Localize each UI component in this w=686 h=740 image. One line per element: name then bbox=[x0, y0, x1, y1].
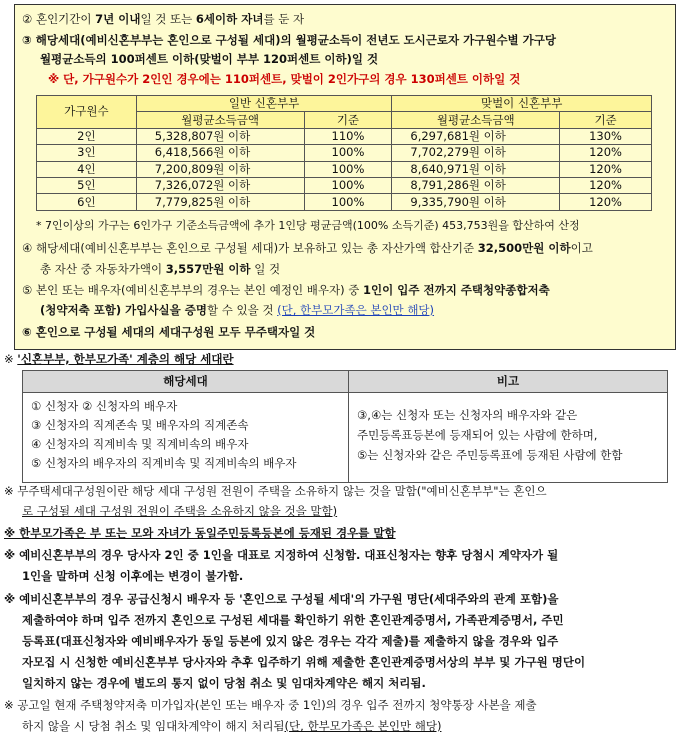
condition-bold: 1인이 입주 전까지 주택청약종합저축 bbox=[363, 283, 550, 297]
table-row bbox=[37, 177, 652, 193]
cell-gen-pct: 100% bbox=[304, 145, 392, 161]
condition-text: 본인 또는 배우자(예비신혼부부의 경우는 본인 예정인 배우자) 중 bbox=[35, 283, 364, 297]
section-family-title bbox=[4, 352, 234, 367]
list-item: ⑤ 신청자의 배우자의 직계비속 및 직계비속의 배우자 bbox=[31, 456, 297, 470]
table-row bbox=[37, 161, 652, 177]
note-prenuptial-line1: ※ 예비신혼부부의 경우 공급신청시 배우자 등 '혼인으로 구성될 세대'의 가구원 명단(세대주와의 관계 포함)을 bbox=[4, 592, 559, 606]
remark-text bbox=[349, 393, 668, 483]
condition-number: ⑤ bbox=[22, 283, 33, 297]
condition-text: 총 자산 중 자동차가액이 bbox=[40, 262, 166, 276]
cell-dual-amount: 6,297,681원 이하 bbox=[392, 128, 560, 144]
cell-dual-amount: 8,640,971원 이하 bbox=[392, 161, 560, 177]
note-representative-line2: 1인을 말하며 신청 이후에는 변경이 불가함. bbox=[22, 569, 244, 583]
family-table bbox=[22, 370, 668, 483]
cell-gen-amount: 7,200,809원 이하 bbox=[136, 161, 304, 177]
note-prenuptial-line3: 등록표(대표신청자와 예비배우자가 동일 등본에 있지 않은 경우는 각각 제출)를 제출하지 않을 경우와 입주 bbox=[22, 634, 559, 648]
condition-5-line1 bbox=[22, 283, 550, 298]
note-prenuptial-line2: 제출하여야 하며 입주 전까지 혼인으로 구성된 세대를 확인하기 위한 혼인관계증명서, 가족관계증명서, 주민 bbox=[22, 613, 564, 627]
header-dual: 맞벌이 신혼부부 bbox=[392, 96, 652, 112]
condition-text: 를 둔 자 bbox=[263, 12, 305, 26]
condition-4-line1 bbox=[22, 241, 593, 256]
cell-dual-pct: 120% bbox=[560, 177, 652, 193]
list-item: ④ 신청자의 직계비속 및 직계비속의 배우자 bbox=[31, 437, 249, 451]
household-list bbox=[23, 393, 349, 483]
cell-gen-pct: 110% bbox=[304, 128, 392, 144]
condition-6 bbox=[22, 325, 315, 340]
header-household: 가구원수 bbox=[37, 96, 137, 129]
cell-dual-pct: 120% bbox=[560, 194, 652, 210]
cell-gen-amount: 7,326,072원 이하 bbox=[136, 177, 304, 193]
cell-dual-pct: 120% bbox=[560, 145, 652, 161]
condition-bold: 6세이하 자녀 bbox=[195, 12, 264, 26]
cell-dual-amount: 7,702,279원 이하 bbox=[392, 145, 560, 161]
cell-size: 5인 bbox=[37, 177, 137, 193]
note-representative-line1: ※ 예비신혼부부의 경우 당사자 2인 중 1인을 대표로 지정하여 신청함. 대표신청자는 향후 당첨시 계약자가 될 bbox=[4, 548, 559, 562]
note-savings-line1: ※ 공고일 현재 주택청약저축 미가입자(본인 또는 배우자 중 1인)의 경우 입주 전까지 청약통장 사본을 제출 bbox=[4, 698, 537, 712]
condition-3-line1 bbox=[22, 33, 556, 48]
condition-text: 해당세대(예비신혼부부는 혼인으로 구성될 세대)의 월평균소득이 전년도 도시근로자 가구원수별 가구당 bbox=[35, 33, 556, 47]
note-savings-line2 bbox=[22, 719, 441, 734]
condition-number: ⑥ bbox=[22, 325, 32, 339]
section-title-text: '신혼부부, 한부모가족' 계층의 해당 세대란 bbox=[17, 352, 234, 366]
cell-size: 4인 bbox=[37, 161, 137, 177]
condition-bold: 32,500만원 이하 bbox=[477, 241, 571, 255]
header-remark: 비고 bbox=[349, 371, 668, 393]
header-household: 해당세대 bbox=[23, 371, 349, 393]
condition-text: 이고 bbox=[570, 241, 593, 255]
condition-number: ③ bbox=[22, 33, 32, 47]
list-item: 주민등록표등본에 등재되어 있는 사람에 한하며, bbox=[357, 427, 598, 442]
list-item: ⑤는 신청자와 같은 주민등록표에 등재된 사람에 한함 bbox=[357, 447, 623, 462]
note-no-home-line2: 로 구성될 세대 구성원 전원이 주택을 소유하지 않을 것을 말함) bbox=[22, 504, 338, 518]
table-row bbox=[37, 128, 652, 144]
note-single-parent bbox=[4, 526, 396, 541]
note-7-person: * 7인이상의 가구는 6인가구 기준소득금액에 추가 1인당 평균금액(100% 소득기준) 453,753원을 합산하여 산정 bbox=[36, 219, 580, 232]
note-mark: ※ bbox=[4, 352, 18, 366]
income-table bbox=[36, 95, 652, 211]
list-item: ① 신청자 ② 신청자의 배우자 bbox=[31, 399, 178, 413]
header-general: 일반 신혼부부 bbox=[136, 96, 392, 112]
condition-5-line2 bbox=[40, 303, 434, 318]
condition-4-line2 bbox=[40, 262, 280, 277]
cell-dual-amount: 9,335,790원 이하 bbox=[392, 194, 560, 210]
cell-size: 6인 bbox=[37, 194, 137, 210]
condition-text: 해당세대(예비신혼부부는 혼인으로 구성될 세대)가 보유하고 있는 총 자산가액 합산기준 bbox=[35, 241, 478, 255]
note-text: 하지 않을 시 당첨 취소 및 임대차계약이 해지 처리됨 bbox=[22, 719, 285, 733]
subheader-amount: 월평균소득금액 bbox=[392, 112, 560, 128]
cell-dual-amount: 8,791,286원 이하 bbox=[392, 177, 560, 193]
note-no-home-line1: ※ 무주택세대구성원이란 해당 세대 구성원 전원이 주택을 소유하지 않는 것을 말함("예비신혼부부"는 혼인으 bbox=[4, 484, 547, 498]
cell-dual-pct: 130% bbox=[560, 128, 652, 144]
condition-text: 일 것 bbox=[250, 262, 281, 276]
condition-3-line2: 월평균소득의 100퍼센트 이하(맞벌이 부부 120퍼센트 이하)일 것 bbox=[40, 52, 379, 66]
condition-bold: (청약저축 포함) 가입사실을 증명 bbox=[40, 303, 207, 317]
subheader-criteria: 기준 bbox=[304, 112, 392, 128]
condition-bold: 3,557만원 이하 bbox=[165, 262, 251, 276]
condition-text: 할 수 있을 것 bbox=[206, 303, 278, 317]
cell-gen-amount: 7,779,825원 이하 bbox=[136, 194, 304, 210]
cell-dual-pct: 120% bbox=[560, 161, 652, 177]
cell-gen-pct: 100% bbox=[304, 194, 392, 210]
condition-number: ② bbox=[22, 12, 33, 26]
note-text: 가구원수가 2인인 경우에는 110퍼센트, 맞벌이 2인가구의 경우 130퍼센트 이하일 것 bbox=[82, 72, 521, 86]
condition-3-note bbox=[48, 72, 520, 87]
note-prenuptial-line4: 자모집 시 신청한 예비신혼부부 당사자와 추후 입주하기 위해 제출한 혼인관계증명서상의 부부 및 가구원 명단이 bbox=[22, 655, 586, 669]
note-prenuptial-line5: 일치하지 않는 경우에 별도의 통지 없이 당첨 취소 및 임대차계약은 해지 처리됨. bbox=[22, 676, 426, 690]
cell-gen-amount: 6,418,566원 이하 bbox=[136, 145, 304, 161]
note-mark: ※ 단, bbox=[48, 72, 83, 86]
subheader-amount: 월평균소득금액 bbox=[136, 112, 304, 128]
note-underline: (단, 한부모가족은 본인만 해당) bbox=[284, 719, 442, 733]
list-item: ③ 신청자의 직계존속 및 배우자의 직계존속 bbox=[31, 418, 249, 432]
condition-bold: 7년 이내 bbox=[95, 12, 141, 26]
cell-size: 2인 bbox=[37, 128, 137, 144]
condition-text: 혼인으로 구성될 세대의 세대구성원 모두 무주택자일 것 bbox=[35, 325, 316, 339]
subheader-criteria: 기준 bbox=[560, 112, 652, 128]
cell-size: 3인 bbox=[37, 145, 137, 161]
cell-gen-pct: 100% bbox=[304, 161, 392, 177]
table-row bbox=[37, 194, 652, 210]
cell-gen-amount: 5,328,807원 이하 bbox=[136, 128, 304, 144]
condition-number: ④ bbox=[22, 241, 33, 255]
cell-gen-pct: 100% bbox=[304, 177, 392, 193]
condition-text: 일 것 또는 bbox=[140, 12, 196, 26]
condition-underline: (단, 한부모가족은 본인만 해당) bbox=[277, 303, 435, 317]
table-row bbox=[37, 145, 652, 161]
note-text: ※ 한부모가족은 부 또는 모와 자녀가 동일주민등록등본에 등재된 경우를 말함 bbox=[4, 526, 396, 540]
condition-text: 혼인기간이 bbox=[35, 12, 96, 26]
condition-2 bbox=[22, 12, 304, 27]
list-item: ③,④는 신청자 또는 신청자의 배우자와 같은 bbox=[357, 407, 578, 422]
